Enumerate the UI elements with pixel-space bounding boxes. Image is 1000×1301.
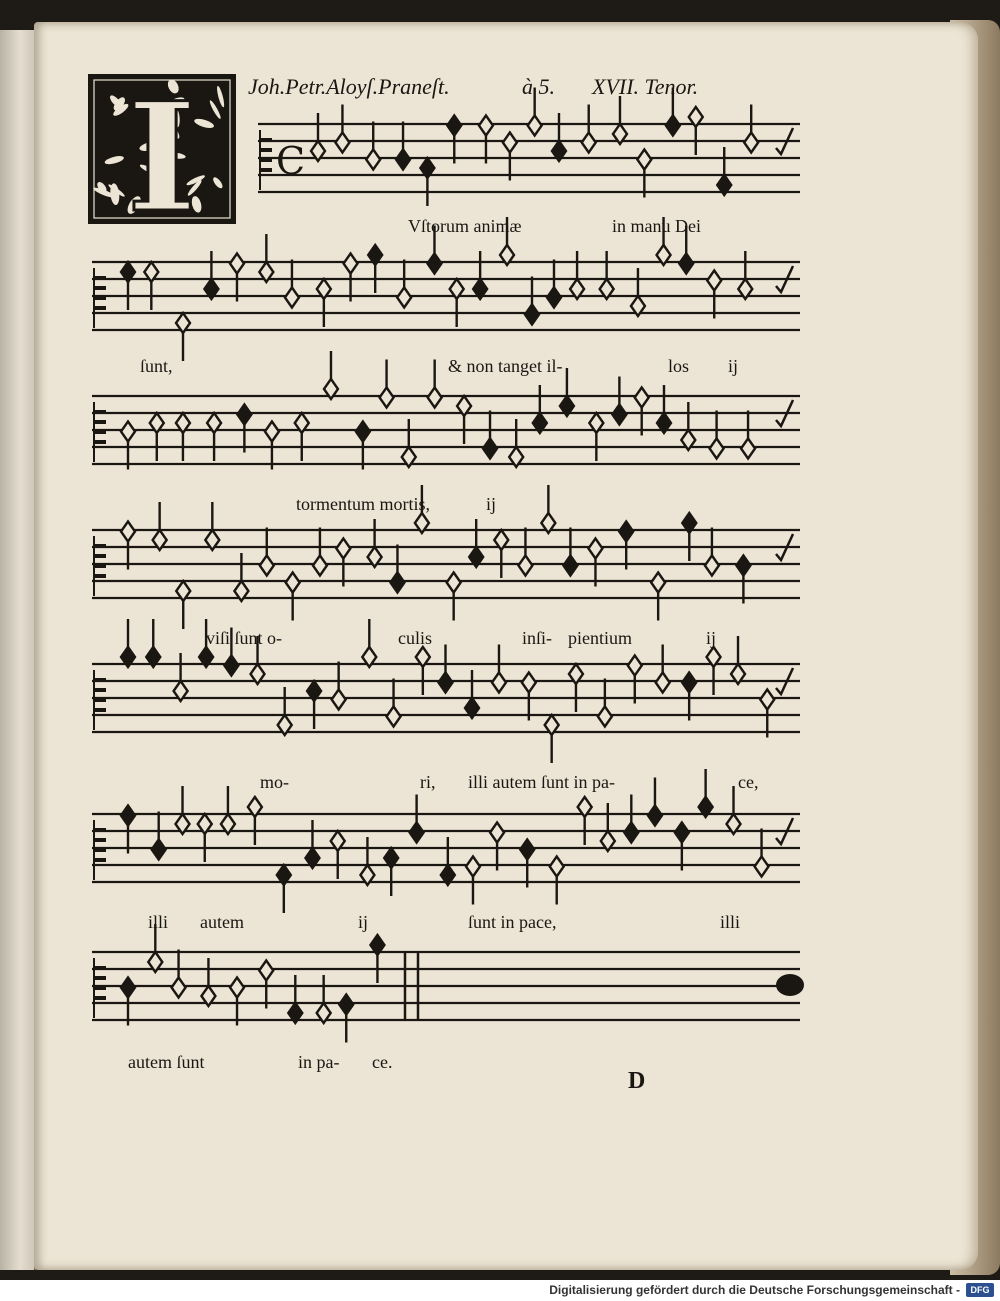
note xyxy=(259,961,273,981)
note xyxy=(339,995,353,1015)
clef-mark xyxy=(94,306,106,310)
lyric-syllable: mo- xyxy=(260,772,289,792)
note xyxy=(390,573,404,593)
note xyxy=(313,556,327,576)
note xyxy=(520,840,534,860)
lyric-syllable: culis xyxy=(398,628,432,648)
note xyxy=(612,405,626,425)
clef-mark xyxy=(94,986,106,990)
note xyxy=(648,806,662,826)
note xyxy=(666,116,680,136)
note xyxy=(651,573,665,593)
note xyxy=(755,857,769,877)
clef-mark xyxy=(94,848,106,852)
note xyxy=(380,388,394,408)
note xyxy=(121,806,135,826)
clef-mark xyxy=(94,838,106,842)
lyric-syllable: Vſtorum animæ xyxy=(408,216,522,236)
note xyxy=(588,539,602,559)
note xyxy=(479,116,493,136)
note xyxy=(230,254,244,274)
note xyxy=(335,133,349,153)
clef-mark xyxy=(260,138,272,142)
clef-mark xyxy=(94,554,106,558)
final-note xyxy=(776,974,804,996)
lyric-syllable: in manu Dei xyxy=(612,216,701,236)
mensuration-sign: C xyxy=(276,139,306,183)
lyric-syllable: inſi- xyxy=(522,628,552,648)
note xyxy=(741,439,755,459)
note xyxy=(528,116,542,136)
lyric-syllable: ij xyxy=(486,494,497,514)
clef-mark xyxy=(94,440,106,444)
note xyxy=(637,150,651,170)
clef-mark xyxy=(94,574,106,578)
note xyxy=(332,690,346,710)
note xyxy=(628,656,642,676)
note xyxy=(483,439,497,459)
lyric-syllable: illi autem ſunt in pa- xyxy=(468,772,615,792)
voice-count: à 5. xyxy=(522,74,555,99)
lyric-syllable: pientium xyxy=(568,628,632,648)
note xyxy=(518,556,532,576)
note xyxy=(682,673,696,693)
note xyxy=(152,840,166,860)
clef-mark xyxy=(260,158,272,162)
note xyxy=(736,556,750,576)
note xyxy=(492,673,506,693)
note xyxy=(336,539,350,559)
lyric-syllable: ſunt, xyxy=(140,356,173,376)
lyric-syllable: autem ſunt xyxy=(128,1052,205,1072)
note xyxy=(525,305,539,325)
clef-mark xyxy=(94,564,106,568)
clef-mark xyxy=(94,296,106,300)
note xyxy=(356,422,370,442)
clef-mark xyxy=(94,286,106,290)
lyric-syllable: viſi ſunt o- xyxy=(206,628,282,648)
initial-letter-glyph: I xyxy=(126,70,198,246)
note xyxy=(230,978,244,998)
note xyxy=(707,271,721,291)
note xyxy=(635,388,649,408)
note xyxy=(760,690,774,710)
lyric-syllable: autem xyxy=(200,912,244,932)
note xyxy=(710,439,724,459)
clef-mark xyxy=(94,708,106,712)
note xyxy=(522,673,536,693)
note xyxy=(344,254,358,274)
composer-name: Joh.Petr.Aloyſ.Praneſt. xyxy=(248,74,450,99)
lyric-syllable: ce, xyxy=(738,772,759,792)
note xyxy=(397,288,411,308)
note xyxy=(679,254,693,274)
clef-mark xyxy=(94,966,106,970)
lyric-syllable: los xyxy=(668,356,690,376)
note xyxy=(237,405,251,425)
note xyxy=(427,254,441,274)
lyric-syllable: illi xyxy=(148,912,169,932)
note xyxy=(624,823,638,843)
note xyxy=(466,857,480,877)
note xyxy=(490,823,504,843)
note xyxy=(705,556,719,576)
clef-mark xyxy=(94,976,106,980)
clef-mark xyxy=(94,996,106,1000)
signature-mark: D xyxy=(628,1068,646,1094)
clef-mark xyxy=(94,410,106,414)
lyric-syllable: in pa- xyxy=(298,1052,340,1072)
lyric-syllable: ce. xyxy=(372,1052,393,1072)
note xyxy=(619,522,633,542)
note xyxy=(428,388,442,408)
note xyxy=(656,673,670,693)
note xyxy=(550,857,564,877)
clef-mark xyxy=(94,276,106,280)
clef-mark xyxy=(94,678,106,682)
note xyxy=(547,288,561,308)
clef-mark xyxy=(94,698,106,702)
clef-mark xyxy=(94,828,106,832)
note xyxy=(121,522,135,542)
clef-mark xyxy=(94,688,106,692)
note xyxy=(265,422,279,442)
lyric-syllable: & non tanget il- xyxy=(448,356,563,376)
note xyxy=(396,150,410,170)
clef-mark xyxy=(260,148,272,152)
note xyxy=(285,288,299,308)
note xyxy=(598,707,612,727)
clef-mark xyxy=(94,430,106,434)
clef-mark xyxy=(94,858,106,862)
note xyxy=(503,133,517,153)
note xyxy=(172,978,186,998)
lyric-syllable: illi xyxy=(720,912,741,932)
note xyxy=(675,823,689,843)
clef-mark xyxy=(94,544,106,548)
note xyxy=(447,116,461,136)
note xyxy=(582,133,596,153)
part-name: Tenor. xyxy=(644,74,699,99)
clef-mark xyxy=(94,420,106,424)
note xyxy=(447,573,461,593)
note xyxy=(366,150,380,170)
note xyxy=(438,673,452,693)
lyric-syllable: tormentum mortis, xyxy=(296,494,430,514)
note xyxy=(286,573,300,593)
note xyxy=(224,656,238,676)
note xyxy=(121,978,135,998)
footer-text: Digitalisierung gefördert durch die Deutsche Forschungsgemeinschaft - xyxy=(549,1283,960,1297)
lyric-syllable: ri, xyxy=(420,772,436,792)
note xyxy=(260,556,274,576)
note xyxy=(121,422,135,442)
part-title xyxy=(592,74,698,100)
note xyxy=(563,556,577,576)
lyric-syllable: ij xyxy=(358,912,369,932)
lyric-syllable: ij xyxy=(728,356,739,376)
clef-mark xyxy=(260,168,272,172)
piece-number: XVII. xyxy=(592,74,640,99)
lyric-syllable: ſunt in pace, xyxy=(468,912,557,932)
lyric-syllable: ij xyxy=(706,628,717,648)
note xyxy=(744,133,758,153)
dfg-logo: DFG xyxy=(966,1283,994,1297)
note xyxy=(410,823,424,843)
note xyxy=(387,707,401,727)
